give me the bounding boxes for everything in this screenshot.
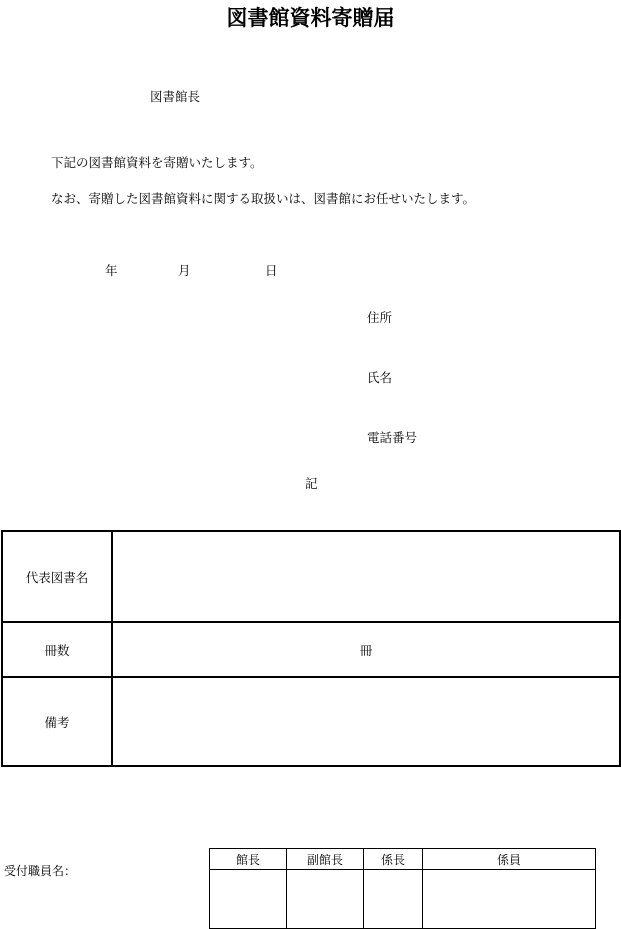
stamp-cell-director[interactable] [210,870,287,929]
count-label: 冊数 [2,622,112,677]
donor-address-label: 住所 [367,310,393,325]
remarks-label: 備考 [2,677,112,766]
stamp-header-staff: 係員 [423,849,596,870]
date-day-label: 日 [265,263,278,278]
stamp-header-director: 館長 [210,849,287,870]
table-row-count [2,622,620,677]
body-line-2: なお、寄贈した図書館資料に関する取扱いは、図書館にお任せいたします。 [51,191,476,206]
donation-table [1,530,621,767]
stamp-header-deputy: 副館長 [287,849,364,870]
stamp-header-row [210,849,596,870]
stamp-header-chief: 係長 [364,849,423,870]
approval-stamp-table [209,848,596,929]
table-row-book-title [2,531,620,622]
remarks-field[interactable] [112,677,620,766]
ki-marker: 記 [305,476,318,491]
date-month-label: 月 [178,263,191,278]
book-title-label: 代表図書名 [2,531,112,622]
count-field[interactable]: 冊 [112,622,620,677]
stamp-cell-staff[interactable] [423,870,596,929]
donor-name-label: 氏名 [367,370,393,385]
addressee: 図書館長 [150,89,201,104]
table-row-remarks [2,677,620,766]
book-title-field[interactable] [112,531,620,622]
stamp-row [210,870,596,929]
reception-staff-label: 受付職員名： [4,864,77,878]
stamp-cell-deputy[interactable] [287,870,364,929]
body-line-1: 下記の図書館資料を寄贈いたします。 [51,155,263,170]
donor-phone-label: 電話番号 [367,430,418,445]
date-year-label: 年 [105,263,118,278]
stamp-cell-chief[interactable] [364,870,423,929]
document-title: 図書館資料寄贈届 [226,6,395,30]
